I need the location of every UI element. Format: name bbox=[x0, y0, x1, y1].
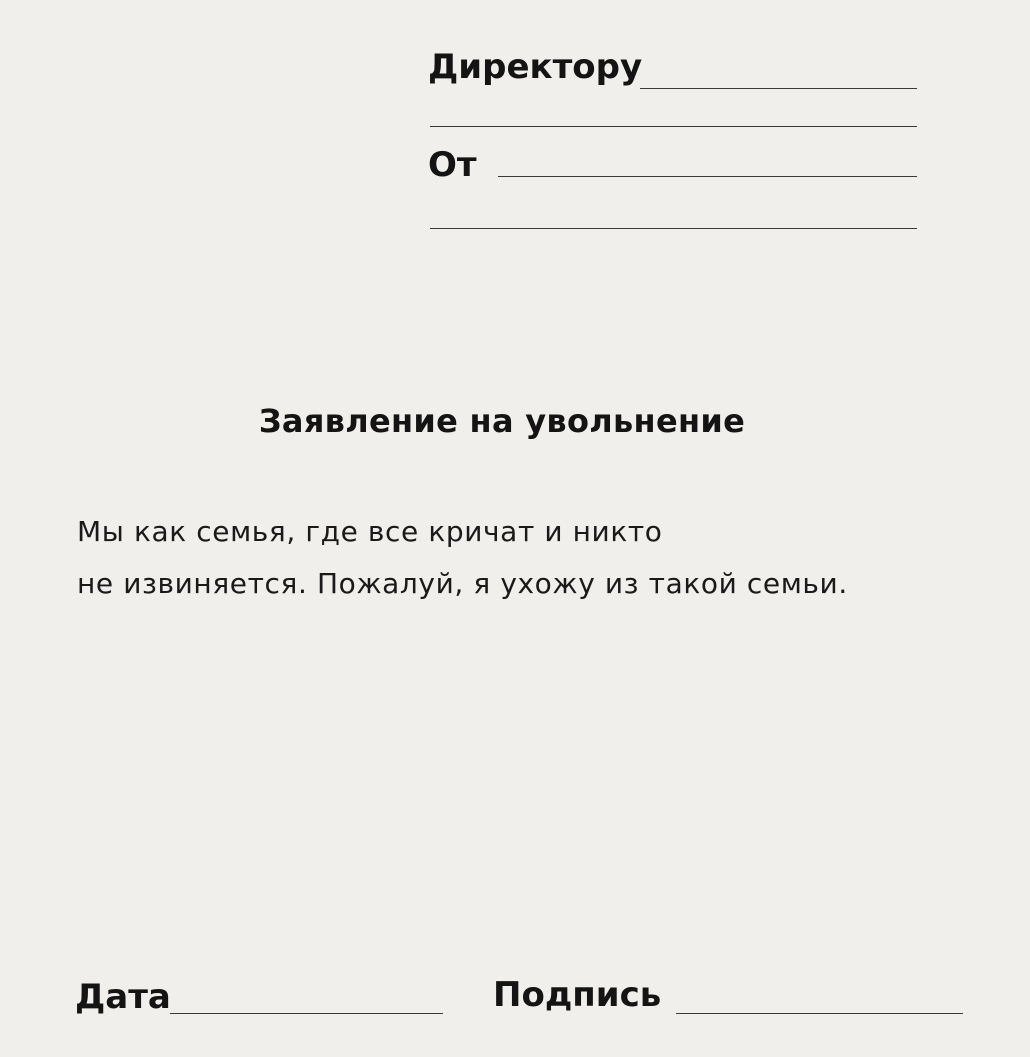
date-label: Дата bbox=[75, 977, 171, 1017]
date-line bbox=[170, 1013, 443, 1014]
body-line-1: Мы как семья, где все кричат и никто bbox=[77, 515, 663, 548]
from-name-line-2 bbox=[430, 228, 917, 229]
document-body bbox=[77, 506, 848, 610]
signature-label: Подпись bbox=[493, 975, 662, 1015]
signature-line bbox=[676, 1013, 963, 1014]
director-label: Директору bbox=[428, 47, 643, 87]
document-title: Заявление на увольнение bbox=[258, 402, 746, 440]
body-line-2: не извиняется. Пожалуй, я ухожу из такой семьи. bbox=[77, 567, 848, 600]
director-name-line bbox=[640, 88, 917, 89]
from-label: От bbox=[428, 145, 477, 185]
director-name-line-2 bbox=[430, 126, 917, 127]
from-name-line bbox=[498, 176, 917, 177]
